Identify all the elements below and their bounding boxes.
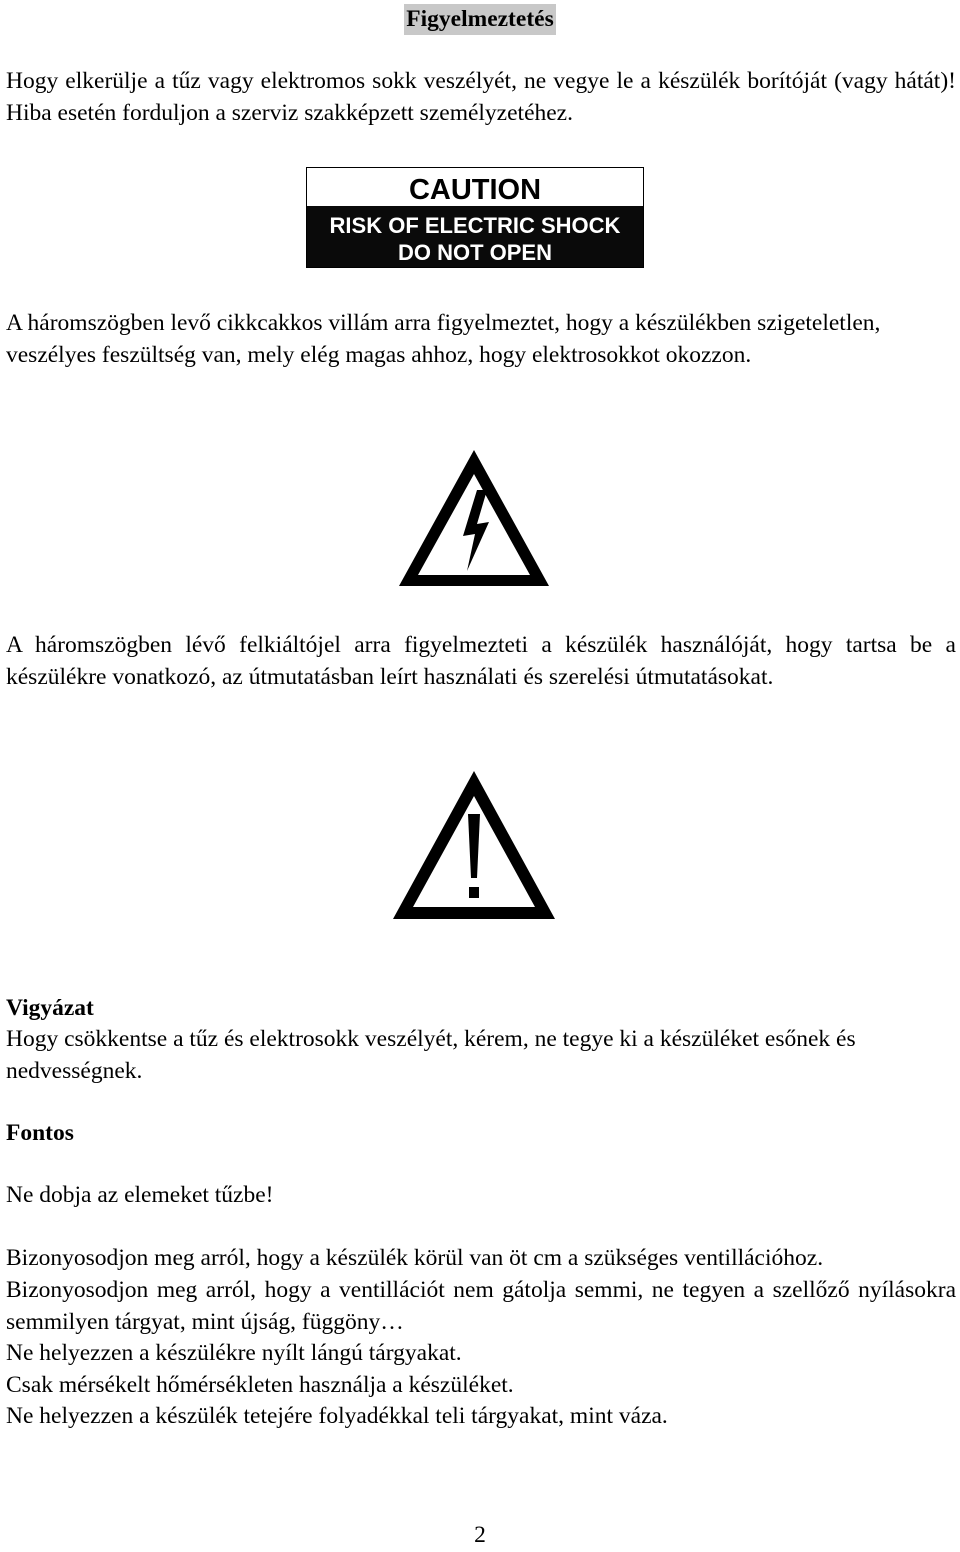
page-number: 2 xyxy=(474,1522,486,1548)
instruction-item: Csak mérsékelt hőmérsékleten használja a készüléket. xyxy=(6,1372,514,1398)
fontos-line: Ne dobja az elemeket tűzbe! xyxy=(6,1182,274,1208)
exclamation-paragraph: A háromszögben lévő felkiáltójel arra figyelmezteti a készülék használóját, hogy tartsa be a készülékre vonatkozó, az útmutatásban leírt használati és szerelési útmutatásokat. xyxy=(6,632,956,690)
instruction-item: Ne helyezzen a készülékre nyílt lángú tárgyakat. xyxy=(6,1340,462,1366)
caution-do-not-open-line: DO NOT OPEN xyxy=(397,240,553,265)
vigyazat-heading: Vigyázat xyxy=(6,995,94,1021)
title-wrapper xyxy=(0,4,960,36)
caution-risk-line: RISK OF ELECTRIC SHOCK xyxy=(329,213,621,238)
instruction-item: Bizonyosodjon meg arról, hogy a ventillációt nem gátolja semmi, ne tegyen a szellőző nyílásokra semmilyen tárgyat, mint újság, függöny… xyxy=(6,1277,956,1335)
lightning-paragraph: A háromszögben levő cikkcakkos villám arra figyelmeztet, hogy a készülékben szigeteletlen, veszélyes feszültség van, mely elég magas ahhoz, hogy elektrosokkot okozzon. xyxy=(6,310,881,368)
caution-label xyxy=(306,167,644,268)
caution-heading: CAUTION xyxy=(408,174,542,206)
vigyazat-paragraph: Hogy csökkentse a tűz és elektrosokk veszélyét, kérem, ne tegye ki a készüléket esőnek és nedvességnek. xyxy=(6,1026,856,1084)
exclamation-warning-triangle-icon xyxy=(389,766,559,934)
caution-label-graphic xyxy=(307,168,643,267)
intro-paragraph: Hogy elkerülje a tűz vagy elektromos sokk veszélyét, ne vegye le a készülék borítóját (vagy hátát)! Hiba esetén forduljon a szerviz szakképzett személyzetéhez. xyxy=(6,68,956,126)
instruction-item: Ne helyezzen a készülék tetejére folyadékkal teli tárgyakat, mint váza. xyxy=(6,1403,668,1429)
page-title: Figyelmeztetés xyxy=(404,4,555,35)
instruction-item: Bizonyosodjon meg arról, hogy a készülék körül van öt cm a szükséges ventillációhoz. xyxy=(6,1245,824,1271)
lightning-warning-triangle-icon xyxy=(394,444,554,600)
fontos-heading: Fontos xyxy=(6,1120,74,1146)
